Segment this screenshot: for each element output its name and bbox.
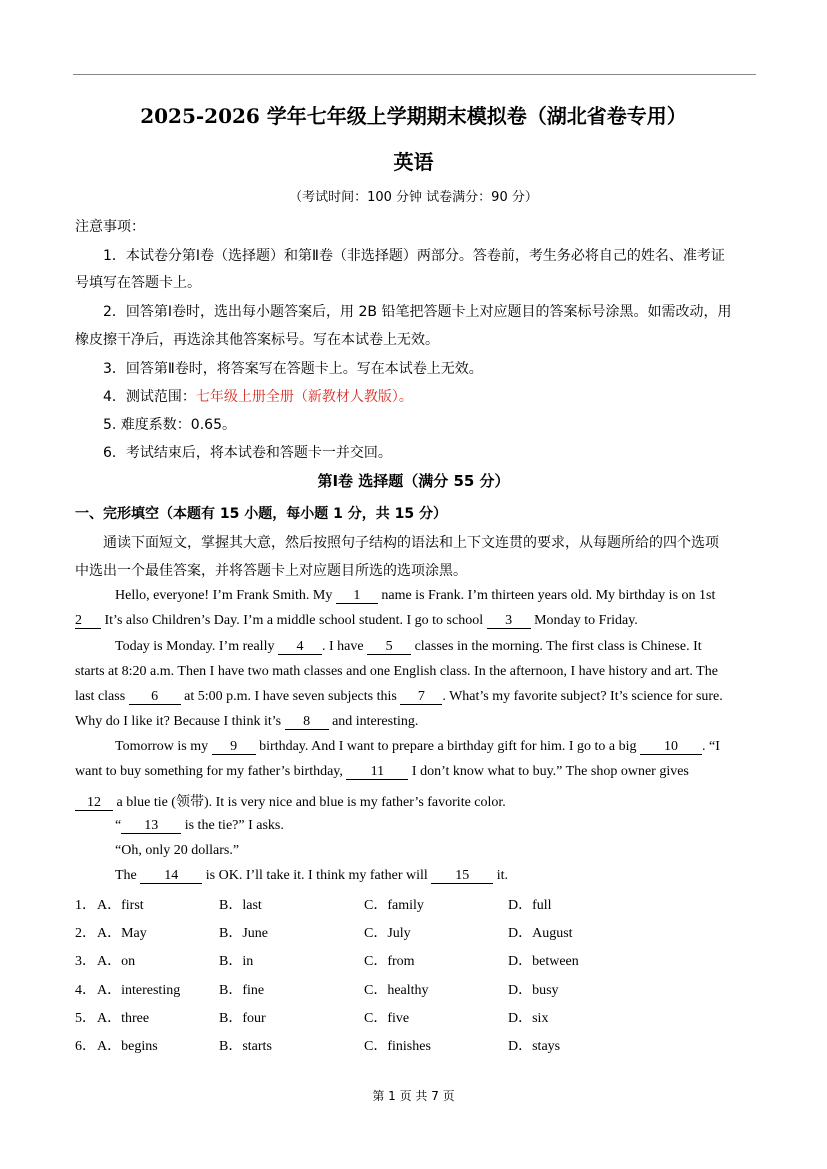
passage-line: want to buy something for my father’s birthday, 11 I don’t know what to buy.” The shop owner gives: [75, 764, 689, 779]
passage-line: 2 It’s also Children’s Day. I’m a middle school student. I go to school 3 Monday to Friday.: [75, 613, 638, 628]
question-number: 3．: [75, 954, 96, 969]
option-d: D．six: [508, 1011, 549, 1026]
passage-line: The 14 is OK. I’ll take it. I think my father will 15 it.: [115, 868, 509, 883]
blank-15: 15: [431, 869, 493, 884]
option-c: C．finishes: [364, 1039, 431, 1054]
option-b: B．June: [219, 926, 268, 941]
passage-line: Tomorrow is my 9 birthday. And I want to prepare a birthday gift for him. I go to a big 10 . “I: [115, 739, 720, 754]
notice-item-4-prefix: 4．测试范围：: [103, 389, 196, 405]
passage-line: 12 a blue tie (领带). It is very nice and blue is my father’s favorite color.: [75, 791, 506, 811]
blank-13: 13: [121, 819, 181, 834]
blank-5: 5: [367, 640, 411, 655]
header-rule: [73, 74, 756, 75]
blank-7: 7: [400, 690, 442, 705]
blank-10: 10: [640, 740, 702, 755]
option-b: B．fine: [219, 983, 265, 998]
notice-item-6: 6．考试结束后，将本试卷和答题卡一并交回。: [103, 445, 392, 461]
blank-6: 6: [129, 690, 181, 705]
option-d: D．stays: [508, 1039, 561, 1054]
page-number: 第 1 页 共 7 页: [372, 1089, 455, 1103]
notice-item-3: 3．回答第Ⅱ卷时，将答案写在答题卡上。写在本试卷上无效。: [103, 361, 483, 377]
question-number: 5．: [75, 1011, 96, 1026]
passage-line: last class 6 at 5:00 p.m. I have seven subjects this 7 . What’s my favorite subject? It’s science for sure.: [75, 689, 723, 704]
blank-11: 11: [346, 765, 408, 780]
option-d: D．busy: [508, 983, 559, 998]
instructions-cont: 中选出一个最佳答案，并将答题卡上对应题目所选的选项涂黑。: [75, 563, 467, 579]
question-number: 1．: [75, 898, 96, 913]
option-b: B．last: [219, 898, 262, 913]
option-b: B．in: [219, 954, 254, 969]
passage-line: Why do I like it? Because I think it’s 8 and interesting.: [75, 714, 419, 729]
question-number: 4．: [75, 983, 96, 998]
option-c: C．five: [364, 1011, 410, 1026]
blank-12: 12: [75, 796, 113, 811]
blank-9: 9: [212, 740, 256, 755]
page-title: 2025-2026 学年七年级上学期期末模拟卷（湖北省卷专用）: [140, 104, 687, 128]
option-d: D．between: [508, 954, 579, 969]
option-a: A．three: [97, 1011, 150, 1026]
option-b: B．four: [219, 1011, 266, 1026]
option-a: A．first: [97, 898, 144, 913]
test-range: 七年级上册全册（新教材人教版）。: [195, 389, 413, 405]
instructions: 通读下面短文，掌握其大意，然后按照句子结构的语法和上下文连贯的要求，从每题所给的四个选项: [103, 535, 719, 551]
passage-line: Today is Monday. I’m really 4 . I have 5 classes in the morning. The first class is Chinese. It: [115, 639, 702, 654]
passage-line: Hello, everyone! I’m Frank Smith. My 1 name is Frank. I’m thirteen years old. My birthday is on 1st: [115, 588, 716, 603]
passage-line: “Oh, only 20 dollars.”: [115, 843, 240, 858]
option-c: C．healthy: [364, 983, 429, 998]
blank-1: 1: [336, 589, 378, 604]
blank-2: 2: [75, 614, 101, 629]
notice-item-2: 2．回答第Ⅰ卷时，选出每小题答案后，用 2B 铅笔把答题卡上对应题目的答案标号涂黑。如需改动，用: [103, 304, 732, 320]
option-c: C．July: [364, 926, 411, 941]
option-a: A．interesting: [97, 983, 181, 998]
notice-item-4: [103, 386, 413, 406]
notice-item-1: 1．本试卷分第Ⅰ卷（选择题）和第Ⅱ卷（非选择题）两部分。答卷前，考生务必将自己的姓名、准考证: [103, 248, 725, 264]
option-a: A．May: [97, 926, 147, 941]
subject-title: 英语: [393, 150, 434, 174]
blank-4: 4: [278, 640, 322, 655]
blank-8: 8: [285, 715, 329, 730]
part-title: 一、完形填空（本题有 15 小题，每小题 1 分，共 15 分）: [75, 506, 447, 522]
passage-line: starts at 8:20 a.m. Then I have two math classes and one English class. In the afternoon, I have history and art. The: [75, 664, 718, 679]
blank-14: 14: [140, 869, 202, 884]
option-d: D．August: [508, 926, 573, 941]
notice-item-1-cont: 号填写在答题卡上。: [75, 275, 201, 291]
section-title: 第Ⅰ卷 选择题（满分 55 分）: [317, 472, 510, 490]
notice-item-5: 5. 难度系数：0.65。: [103, 417, 236, 433]
option-a: A．begins: [97, 1039, 158, 1054]
option-d: D．full: [508, 898, 552, 913]
question-number: 2．: [75, 926, 96, 941]
question-number: 6．: [75, 1039, 96, 1054]
passage-line: “ 13 is the tie?” I asks.: [115, 818, 284, 833]
blank-3: 3: [487, 614, 531, 629]
option-a: A．on: [97, 954, 136, 969]
option-c: C．family: [364, 898, 424, 913]
option-c: C．from: [364, 954, 415, 969]
exam-meta: （考试时间：100 分钟 试卷满分：90 分）: [289, 190, 538, 205]
option-b: B．starts: [219, 1039, 272, 1054]
notice-item-2-cont: 橡皮擦干净后，再选涂其他答案标号。写在本试卷上无效。: [75, 332, 439, 348]
notice-heading: 注意事项：: [75, 219, 145, 235]
